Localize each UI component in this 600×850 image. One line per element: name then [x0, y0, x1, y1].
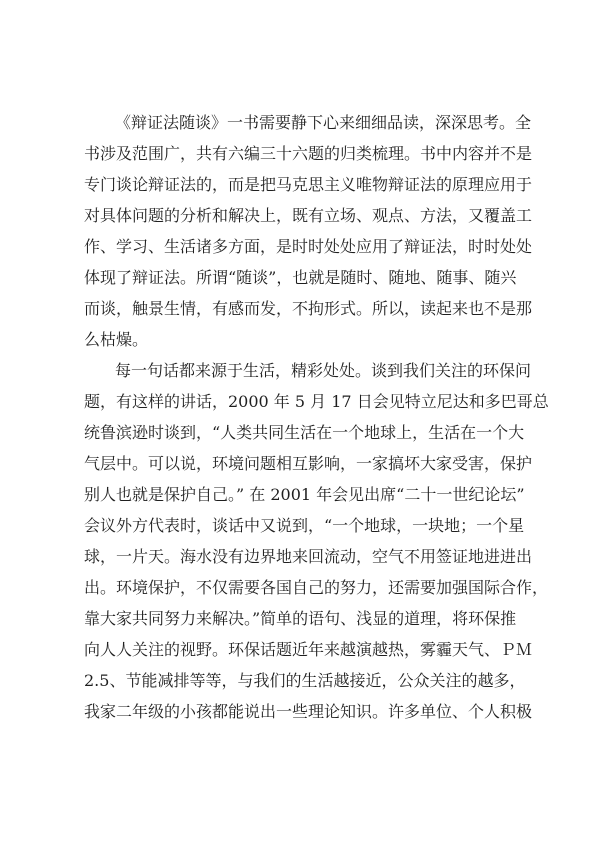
text-line: 球，一片天。海水没有边界地来回流动，空气不用签证地进进出	[84, 547, 533, 566]
text-line: 靠大家共同努力来解决。”简单的语句、浅显的道理，将环保推	[84, 609, 517, 628]
text-line: 我家二年级的小孩都能说出一些理论知识。许多单位、个人积极	[84, 702, 533, 721]
text-line: 《辩证法随谈》一书需要静下心来细细品读，深深思考。全	[115, 113, 532, 132]
text-line: 出。环境保护，不仅需要各国自己的努力，还需要加强国际合作，	[84, 578, 549, 597]
text-line: 书涉及范围广，共有六编三十六题的归类梳理。书中内容并不是	[84, 144, 533, 163]
text-line: 专门谈论辩证法的，而是把马克思主义唯物辩证法的原理应用于	[84, 175, 533, 194]
text-line: 而谈，触景生情，有感而发，不拘形式。所以，读起来也不是那	[84, 299, 533, 318]
text-line: 体现了辩证法。所谓“随谈”，也就是随时、随地、随事、随兴	[84, 268, 517, 287]
document-body	[84, 107, 549, 727]
text-line: 每一句话都来源于生活，精彩处处。谈到我们关注的环保问	[115, 361, 532, 380]
text-line: 气层中。可以说，环境问题相互影响，一家搞坏大家受害，保护	[84, 454, 533, 473]
text-line: 别人也就是保护自己。” 在 2001 年会见出席“二十一世纪论坛”	[84, 485, 525, 504]
text-line: 对具体问题的分析和解决上，既有立场、观点、方法，又覆盖工	[84, 206, 533, 225]
text-line: 题，有这样的讲话，2000 年 5 月 17 日会见特立尼达和多巴哥总	[84, 392, 549, 411]
text-line: 作、学习、生活诸多方面，是时时处处应用了辩证法，时时处处	[84, 237, 533, 256]
text-line: 么枯燥。	[84, 330, 149, 349]
text-line: 2.5、节能减排等等，与我们的生活越接近，公众关注的越多，	[84, 671, 526, 690]
text-line: 统鲁滨逊时谈到，“人类共同生活在一个地球上，生活在一个大	[84, 423, 525, 442]
paragraph-environment	[84, 355, 549, 727]
text-line: 向人人关注的视野。环保话题近年来越演越热，雾霾天气、ＰＭ	[84, 640, 533, 659]
text-line: 会议外方代表时，谈话中又说到，“一个地球，一块地；一个星	[84, 516, 525, 535]
paragraph-book-review	[84, 107, 533, 355]
